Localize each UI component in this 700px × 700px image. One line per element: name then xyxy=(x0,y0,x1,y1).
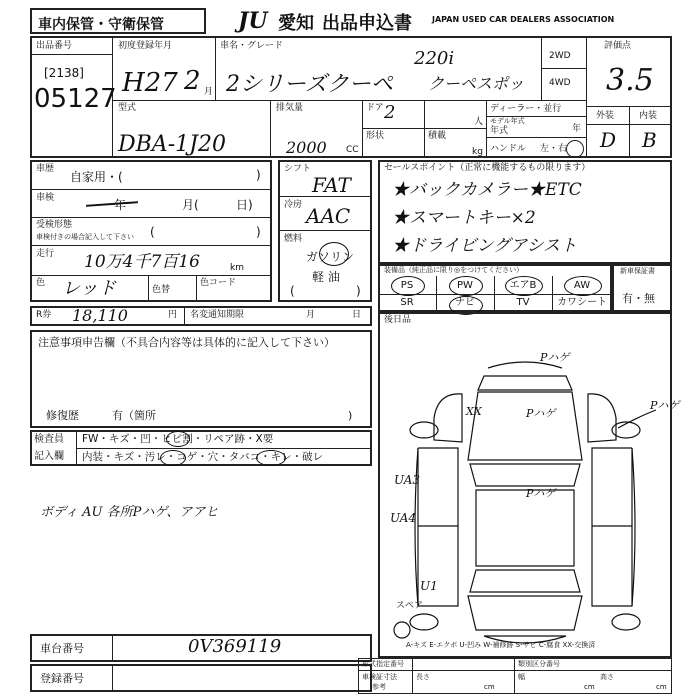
header-aichi: 愛知 xyxy=(278,13,314,34)
color-value: レッド xyxy=(62,278,116,299)
drive-4wd: 4WD xyxy=(549,78,571,88)
equip-label: 装備品（純正品に限り◎をつけてください） xyxy=(384,266,524,274)
handle-label: ハンドル xyxy=(490,144,527,154)
model-year-label: モデル年式 xyxy=(490,117,525,125)
score-value: 3.5 xyxy=(606,63,654,98)
lot-label: 出品番号 xyxy=(36,41,73,51)
consign-note: 車検付きの場合記入して下さい xyxy=(36,233,134,241)
diagram-roof xyxy=(476,487,574,566)
annotation-right: Pハゲ xyxy=(650,399,680,412)
recycle-value: 18,110 xyxy=(72,306,128,325)
chassis-label: 車台番号 xyxy=(40,642,84,655)
ac-label: 冷房 xyxy=(284,200,303,210)
history-close: ) xyxy=(256,168,261,182)
storage-stamp-text: 車内保管・守衛保管 xyxy=(38,17,164,33)
mileage-unit: km xyxy=(230,263,244,273)
repair-close: ) xyxy=(348,409,353,422)
tax-label: 名変通知期限 xyxy=(190,310,245,320)
dent-circle xyxy=(166,431,190,447)
recycle-label: R券 xyxy=(36,310,52,320)
consign-paren-close: ) xyxy=(256,225,261,239)
sales-point-1: ★バックカメラー★ETC xyxy=(392,180,582,200)
height-unit: cm xyxy=(656,683,667,691)
size-ref-label: 参考 xyxy=(372,683,386,691)
inspector-row-2: 内装・キズ・汚レ・コゲ・穴・タバコ・キレ・破レ xyxy=(82,451,324,463)
color-label: 色 xyxy=(36,278,46,288)
form-title: 出品申込書 xyxy=(322,13,412,34)
length-unit: cm xyxy=(484,683,495,691)
storage-stamp xyxy=(30,8,206,34)
annotation-xx: XX xyxy=(466,405,482,418)
diagram-front-grille xyxy=(478,376,572,390)
equip-navi: ナビ xyxy=(455,297,475,308)
load-unit: kg xyxy=(472,147,483,157)
sales-point-2: ★スマートキー×2 xyxy=(392,208,536,228)
tobacco-circle xyxy=(256,450,286,466)
width-label: 幅 xyxy=(518,673,525,681)
tax-month: 月 xyxy=(306,310,316,320)
size-block xyxy=(358,658,672,694)
height-label: 高さ xyxy=(600,673,614,681)
sales-label: セールスポイント（正常に機能するもの限ります） xyxy=(384,163,591,173)
equip-pw-circle xyxy=(449,276,483,296)
model-label: 型式 xyxy=(118,103,137,113)
diagram-windshield xyxy=(470,464,580,486)
recycle-unit: 円 xyxy=(168,310,178,320)
shape-label: 形状 xyxy=(366,131,385,141)
car-label: 車名・グレード xyxy=(220,41,284,51)
inspector-label-2: 記入欄 xyxy=(34,451,64,462)
warranty-options: 有・無 xyxy=(622,292,655,305)
int-label: 内装 xyxy=(639,111,658,121)
history-value: 自家用・( xyxy=(70,170,123,184)
int-value: B xyxy=(642,128,657,152)
ext-label: 外装 xyxy=(596,111,615,121)
handle-options: 左・右 xyxy=(540,144,568,154)
registration-label: 登録番号 xyxy=(40,672,84,685)
notes-title: 注意事項申告欄（不具合内容等は具体的に記入して下さい） xyxy=(38,336,335,349)
lot-small: [2138] xyxy=(44,66,84,80)
inspector-row-1: FW・キズ・凹・ヒビ割・リペア跡・X要 xyxy=(82,433,274,445)
sales-point-3: ★ドライビングアシスト xyxy=(392,236,577,256)
diagram-hood xyxy=(468,392,582,460)
reg-month: 2 xyxy=(184,66,201,96)
reg-label: 初度登録年月 xyxy=(118,41,173,51)
shift-label: シフト xyxy=(284,164,312,174)
warranty-label: 新車保証書 xyxy=(620,267,655,275)
annotation-hood: Pハゲ xyxy=(526,407,556,420)
model-value: DBA-1J20 xyxy=(118,132,226,157)
mileage-value: 10万4千7百16 xyxy=(84,252,200,272)
score-label: 評価点 xyxy=(604,41,632,51)
color-code-label: 色コード xyxy=(200,278,237,288)
width-unit: cm xyxy=(584,683,595,691)
form-number-label: 形式指定番号 xyxy=(362,660,404,668)
inspector-note: ボディ AU 各所Pハゲ、アアヒ xyxy=(40,505,219,520)
door-label: ドア xyxy=(366,103,384,113)
ju-logo-text: JU xyxy=(238,8,268,34)
consign-paren: ( xyxy=(150,225,155,239)
stain-circle xyxy=(160,450,186,466)
equip-ps: PS xyxy=(400,280,414,291)
reg-value: H27 xyxy=(122,68,178,98)
equip-seat: カワシート xyxy=(557,297,607,308)
diagram-wheel-rl xyxy=(410,614,438,630)
shaken-year: 年 xyxy=(114,198,127,212)
grade-1: 220i xyxy=(414,48,455,69)
equip-tv: TV xyxy=(516,297,530,308)
ju-logo xyxy=(238,8,276,32)
dealer-label: ディーラー・並行 xyxy=(490,104,562,114)
annotation-ua4: UA4 xyxy=(390,511,417,525)
repair-label: 修復歴 xyxy=(46,409,79,422)
fuel-paren-close: ) xyxy=(356,284,361,298)
handle-circle xyxy=(566,140,584,158)
spare-label: スペア xyxy=(396,601,424,611)
load-label: 積載 xyxy=(428,131,447,141)
chassis-value: 0V369119 xyxy=(188,636,282,657)
color-change: 色替 xyxy=(152,285,171,295)
equip-airbag-circle xyxy=(505,276,543,296)
drive-2wd: 2WD xyxy=(549,51,571,61)
shift-value: FAT xyxy=(312,173,351,197)
year-unit: 年 xyxy=(572,124,582,134)
length-label: 長さ xyxy=(416,673,430,681)
shaken-label: 車検 xyxy=(36,193,55,203)
equip-aw: AW xyxy=(573,280,591,291)
ac-value: AAC xyxy=(306,204,351,228)
fuel-gas-circle xyxy=(319,242,349,266)
equip-ps-circle xyxy=(391,276,425,296)
fuel-gas: ガソリン xyxy=(306,250,355,264)
annotation-top: Pハゲ xyxy=(540,351,570,364)
diagram-wheel-rr xyxy=(612,614,640,630)
equip-airbag: エアB xyxy=(509,280,537,291)
diagram-front-left-fender xyxy=(434,394,462,442)
tax-day: 日 xyxy=(352,310,362,320)
diagram-spare-tire xyxy=(394,622,410,638)
grade-2: クーペスポッ xyxy=(428,74,525,93)
mileage-label: 走行 xyxy=(36,249,55,259)
disp-value: 2000 xyxy=(286,138,327,157)
disp-unit: CC xyxy=(346,145,359,155)
door-value: 2 xyxy=(384,102,396,123)
reg-month-unit: 月 xyxy=(204,87,214,97)
diagram-rear-window xyxy=(470,570,580,592)
size-label: 車検証寸法 xyxy=(362,673,397,681)
diagram-front-right-fender xyxy=(588,394,616,442)
shaken-day: 日) xyxy=(236,198,253,212)
lot-number: 05127 xyxy=(34,84,117,114)
diagram-right-side xyxy=(592,448,635,606)
association-name: JAPAN USED CAR DEALERS ASSOCIATION xyxy=(432,15,615,24)
shaken-month: 月( xyxy=(182,198,199,212)
diagram-legend: A-キズ E-エクボ U-凹み W-補修跡 S-サビ C-腐食 XX-交換済 xyxy=(406,641,596,649)
year-label: 年式 xyxy=(490,126,509,136)
fuel-label: 燃料 xyxy=(284,234,303,244)
equip-sr: SR xyxy=(400,297,414,308)
consign-label: 受検形態 xyxy=(36,220,73,230)
ext-value: D xyxy=(600,128,617,152)
inspector-label-1: 検査員 xyxy=(34,434,64,445)
equip-aw-circle xyxy=(564,276,602,296)
repair-value: 有（箇所 xyxy=(112,409,156,422)
annotation-roof: Pハゲ xyxy=(526,487,556,500)
annotation-ua3: UA3 xyxy=(394,473,421,487)
fuel-diesel: 軽 油 xyxy=(312,270,340,284)
disp-label: 排気量 xyxy=(276,103,304,113)
car-name: 2シリーズクーペ xyxy=(226,72,393,97)
rear-items-label: 後日品 xyxy=(384,315,412,325)
diagram-trunk xyxy=(468,596,582,630)
class-number-label: 類別区分番号 xyxy=(518,660,560,668)
fuel-paren: ( xyxy=(290,284,295,298)
capacity-unit: 人 xyxy=(474,117,484,127)
annotation-u1: U1 xyxy=(420,579,438,593)
history-label: 車歴 xyxy=(36,164,55,174)
equip-pw: PW xyxy=(457,280,473,291)
